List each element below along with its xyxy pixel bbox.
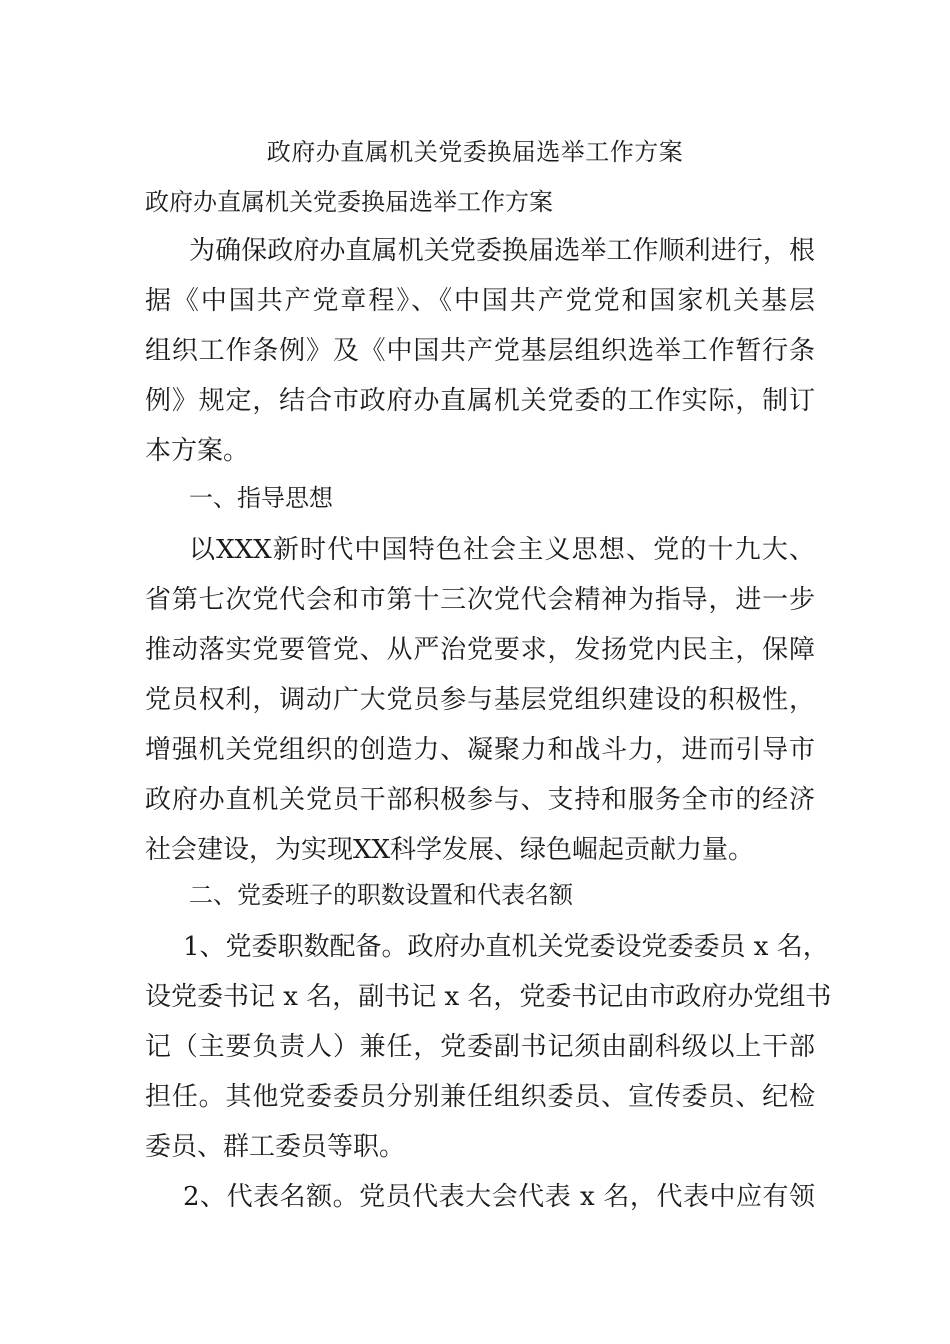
item2-line: 2、代表名额。党员代表大会代表 x 名，代表中应有领 <box>183 1182 815 1212</box>
intro-line: 为确保政府办直属机关党委换届选举工作顺利进行，根 <box>189 236 815 266</box>
section1-line: 政府办直机关党员干部积极参与、支持和服务全市的经济 <box>145 785 815 815</box>
intro-line: 例》规定，结合市政府办直属机关党委的工作实际，制订 <box>145 386 815 416</box>
intro-line: 组织工作条例》及《中国共产党基层组织选举工作暂行条 <box>145 336 815 366</box>
section1-line: 社会建设，为实现XX科学发展、绿色崛起贡献力量。 <box>145 835 755 865</box>
item1-line: 1、党委职数配备。政府办直机关党委设党委委员 x 名， <box>183 932 829 962</box>
item1-line: 设党委书记 x 名，副书记 x 名，党委书记由市政府办党组书 <box>145 982 832 1012</box>
section1-line: 党员权利，调动广大党员参与基层党组织建设的积极性， <box>145 685 815 715</box>
document-title: 政府办直属机关党委换届选举工作方案 <box>266 138 684 166</box>
section-heading-committee-positions: 二、党委班子的职数设置和代表名额 <box>189 881 573 909</box>
section1-line: 省第七次党代会和市第十三次党代会精神为指导，进一步 <box>145 585 815 615</box>
section-heading-guiding-thought: 一、指导思想 <box>189 484 333 512</box>
intro-paragraph <box>145 226 815 476</box>
item1-line: 委员、群工委员等职。 <box>145 1132 406 1162</box>
item1-line: 担任。其他党委委员分别兼任组织委员、宣传委员、纪检 <box>145 1082 815 1112</box>
section1-line: 以XXX新时代中国特色社会主义思想、党的十九大、 <box>189 535 815 565</box>
document-subtitle: 政府办直属机关党委换届选举工作方案 <box>145 188 553 216</box>
section1-line: 增强机关党组织的创造力、凝聚力和战斗力，进而引导市 <box>145 735 815 765</box>
intro-line: 本方案。 <box>145 436 250 466</box>
intro-line: 据《中国共产党章程》、《中国共产党党和国家机关基层 <box>145 286 815 316</box>
item2-paragraph <box>145 1172 815 1222</box>
item1-line: 记（主要负责人）兼任，党委副书记须由副科级以上干部 <box>145 1032 815 1062</box>
item1-paragraph <box>145 922 832 1172</box>
section1-line: 推动落实党要管党、从严治党要求，发扬党内民主，保障 <box>145 635 815 665</box>
section1-paragraph <box>145 525 815 875</box>
